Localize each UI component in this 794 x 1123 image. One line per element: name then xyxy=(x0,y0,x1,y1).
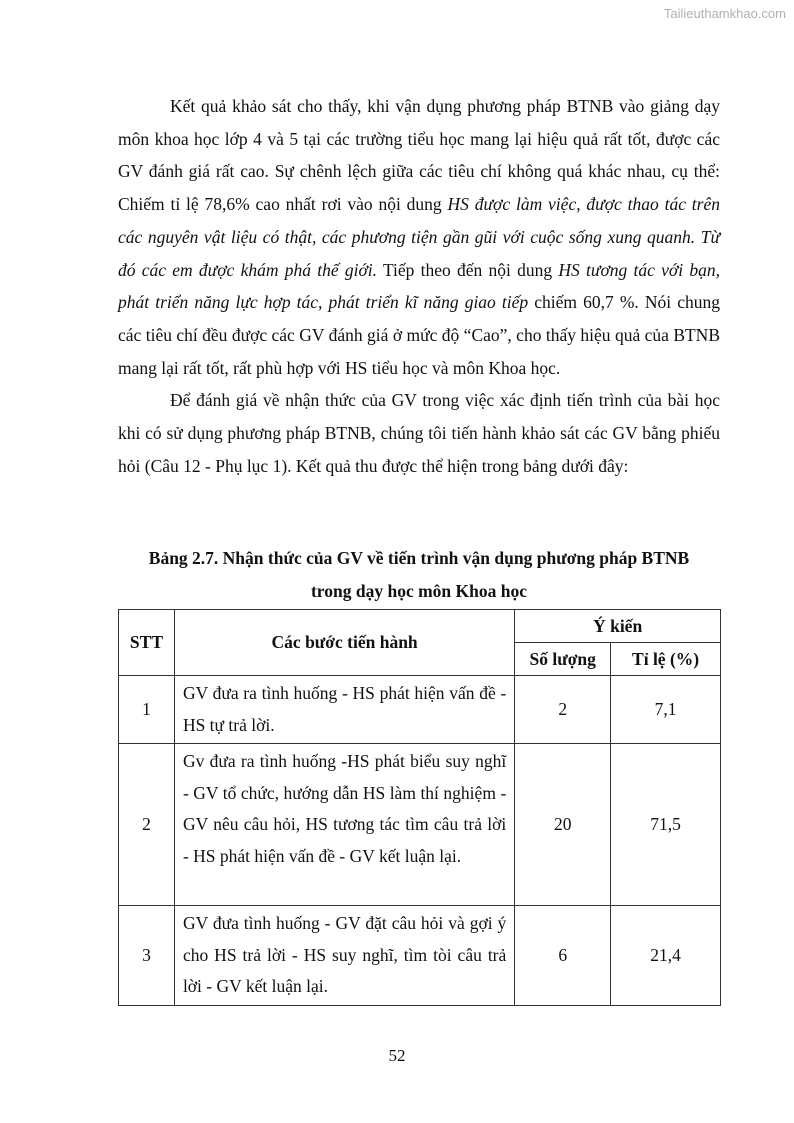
italic-text-run: HS tương tác với bạn, phát triển năng lực hợp tác, phát triển kĩ năng giao tiếp xyxy=(118,259,720,313)
italic-text-run: HS được làm việc, được thao tác trên các nguyên vật liệu có thật, các phương tiện gần gũi với cuộc sống xung quanh. Từ đó các em được khám phá thế giới. xyxy=(118,194,720,280)
row-description: Gv đưa ra tình huống -HS phát biểu suy nghĩ - GV tổ chức, hướng dẫn HS làm thí nghiệm - GV nêu câu hỏi, HS tương tác tìm câu trả lời - HS phát hiện vấn đề - GV kết luận lại. xyxy=(174,744,514,906)
body-text xyxy=(118,90,720,482)
page-number: 52 xyxy=(388,1046,406,1065)
row-stt: 1 xyxy=(119,676,175,744)
row-ratio: 7,1 xyxy=(611,676,721,744)
caption-line-2: trong dạy học môn Khoa học xyxy=(310,580,528,601)
header-ratio: Tỉ lệ (%) xyxy=(611,643,721,676)
table-header-row xyxy=(119,610,721,643)
text-run: chiếm 60,7 %. Nói chung các tiêu chí đều được các GV đánh giá ở mức độ “Cao”, cho thấy hiệu quả của BTNB mang lại rất tốt, rất phù hợp với HS tiểu học và môn Khoa học. xyxy=(118,292,720,378)
table-row xyxy=(119,744,721,906)
header-steps: Các bước tiến hành xyxy=(174,610,514,676)
header-count: Số lượng xyxy=(515,643,611,676)
header-opinion: Ý kiến xyxy=(515,610,721,643)
row-count: 6 xyxy=(515,906,611,1006)
row-ratio: 21,4 xyxy=(611,906,721,1006)
row-count: 2 xyxy=(515,676,611,744)
table-row xyxy=(119,906,721,1006)
text-run: Để đánh giá về nhận thức của GV trong việc xác định tiến trình của bài học khi có sử dụng phương pháp BTNB, chúng tôi tiến hành khảo sát các GV bằng phiếu hỏi (Câu 12 - Phụ lục 1). Kết quả thu được thể hiện trong bảng dưới đây: xyxy=(118,390,720,476)
paragraph-2 xyxy=(118,384,720,482)
paragraph-1 xyxy=(118,90,720,384)
survey-table xyxy=(118,609,721,1006)
row-count: 20 xyxy=(515,744,611,906)
row-description: GV đưa ra tình huống - HS phát hiện vấn đề - HS tự trả lời. xyxy=(174,676,514,744)
text-run: Kết quả khảo sát cho thấy, khi vận dụng phương pháp BTNB vào giảng dạy môn khoa học lớp 4 và 5 tại các trường tiểu học mang lại hiệu quả rất tốt, được các GV đánh giá rất cao. Sự chênh lệch giữa các tiêu chí không quá khác nhau, cụ thể: Chiếm tỉ lệ 78,6% cao nhất rơi vào nội dung xyxy=(118,96,720,215)
row-ratio: 71,5 xyxy=(611,744,721,906)
row-stt: 2 xyxy=(119,744,175,906)
table-caption xyxy=(118,542,720,607)
table-row xyxy=(119,676,721,744)
header-stt: STT xyxy=(119,610,175,676)
caption-line-1: Bảng 2.7. Nhận thức của GV về tiến trình vận dụng phương pháp BTNB xyxy=(148,548,690,568)
row-stt: 3 xyxy=(119,906,175,1006)
watermark: Tailieuthamkhao.com xyxy=(663,6,786,21)
row-description: GV đưa tình huống - GV đặt câu hỏi và gợi ý cho HS trả lời - HS suy nghĩ, tìm tòi câu trả lời - GV kết luận lại. xyxy=(174,906,514,1006)
text-run: Tiếp theo đến nội dung xyxy=(377,259,559,280)
